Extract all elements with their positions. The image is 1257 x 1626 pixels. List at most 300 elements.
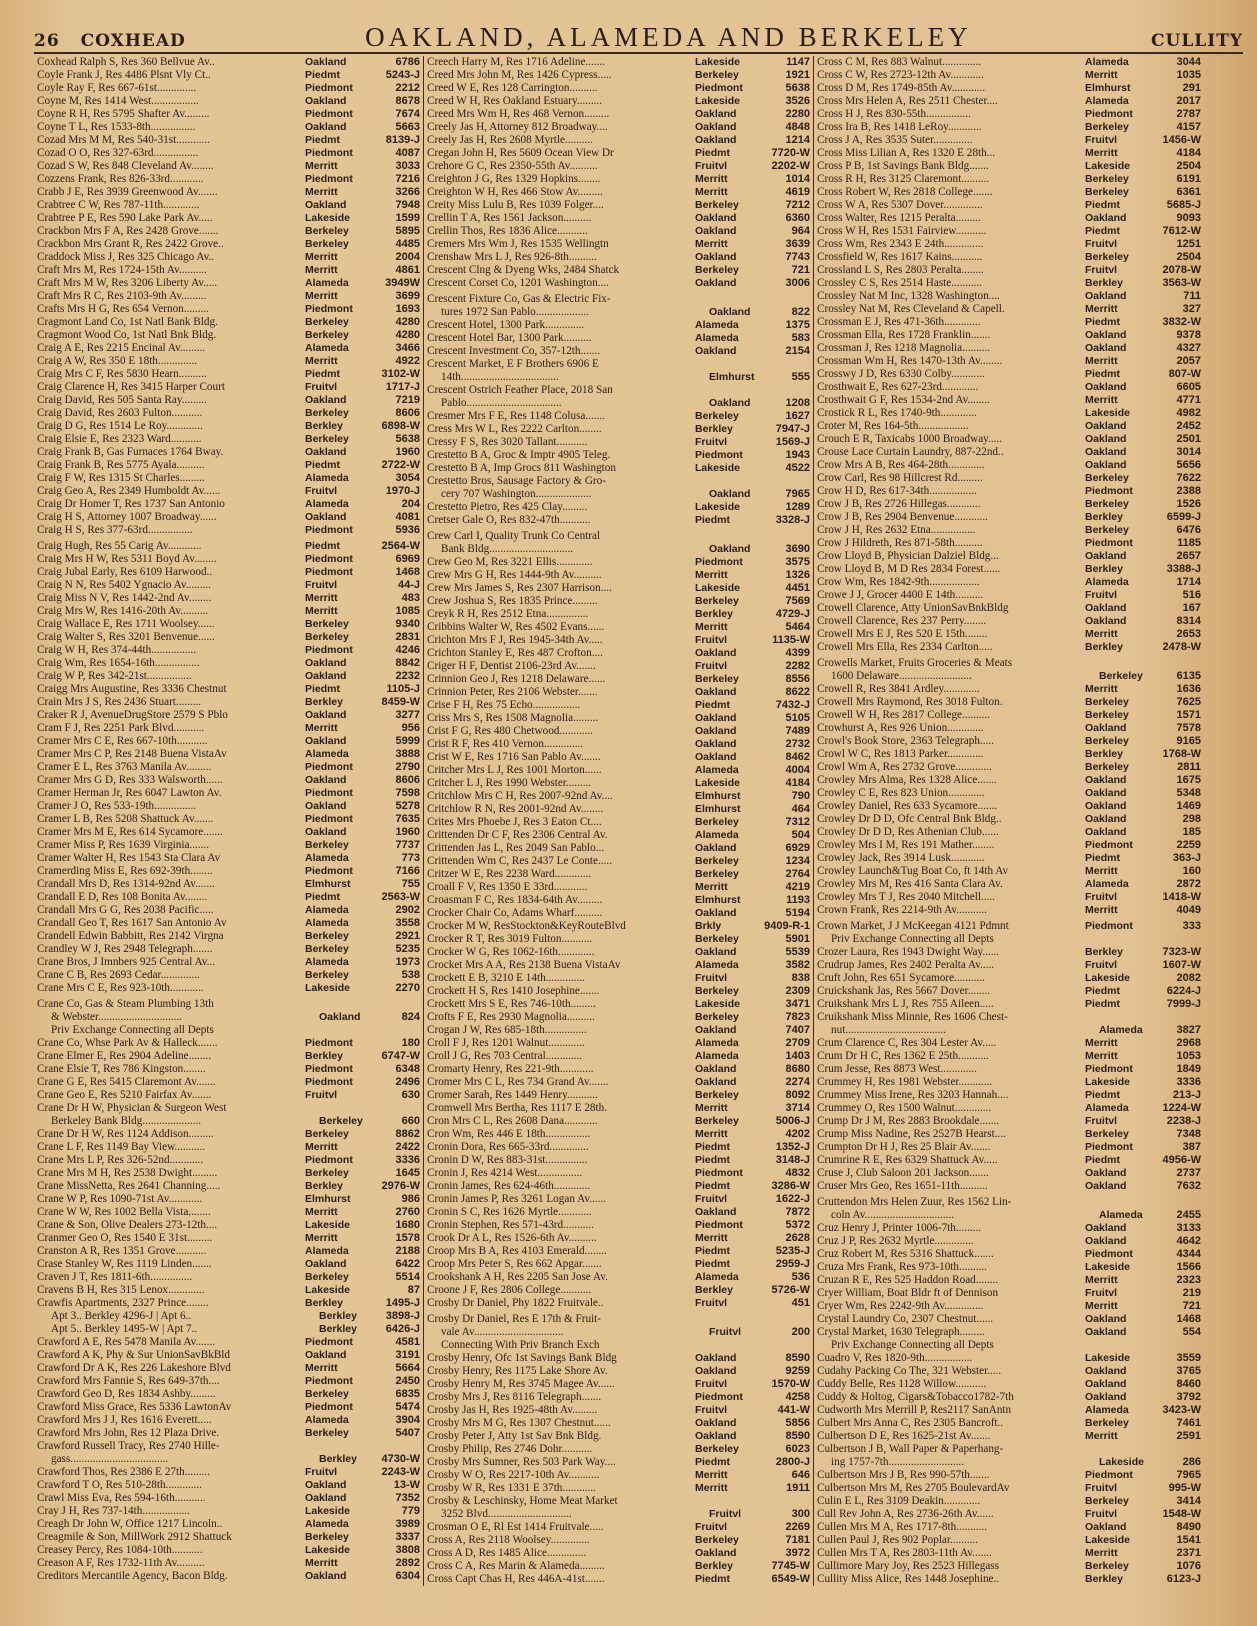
directory-entry xyxy=(817,826,1201,839)
entry-phone: 1717-J xyxy=(385,381,420,393)
entry-exchange xyxy=(1085,657,1147,670)
entry-exchange: Piedmt xyxy=(305,459,341,471)
directory-entry xyxy=(37,1505,420,1518)
entry-name: Craft Mrs M W, Res 3206 Liberty Av..... xyxy=(37,277,218,289)
entry-phone: 7823 xyxy=(785,1011,810,1023)
entry-name: Crabtree P E, Res 590 Lake Park Av..... xyxy=(37,212,213,224)
entry-phone: 1960 xyxy=(395,826,420,838)
entry-exchange: Piedmt xyxy=(305,683,341,695)
entry-name: Cruikshank Miss Minnie, Res 1606 Chest- xyxy=(817,1011,1008,1023)
entry-exchange: Elmhurst xyxy=(1085,82,1131,94)
entry-phone: 3526 xyxy=(785,95,810,107)
entry-phone: 5194 xyxy=(785,907,810,919)
entry-phone: 779 xyxy=(401,1505,420,1517)
entry-phone: 7489 xyxy=(785,725,810,737)
entry-exchange: Oakland xyxy=(695,277,737,289)
entry-exchange: Oakland xyxy=(1085,1167,1127,1179)
entry-exchange: Berkley xyxy=(319,1310,357,1322)
directory-entry xyxy=(427,803,810,816)
entry-exchange: Oakland xyxy=(1085,800,1127,812)
entry-phone: 7632 xyxy=(1176,1180,1201,1192)
entry-phone: 2057 xyxy=(1176,355,1201,367)
entry-exchange: Merritt xyxy=(305,1232,338,1244)
entry-exchange: Piedmont xyxy=(695,449,743,461)
entry-exchange: Lakeside xyxy=(695,582,740,594)
entry-exchange: Piedmont xyxy=(305,761,353,773)
entry-phone: 2564-W xyxy=(381,540,420,552)
entry-phone: 4246 xyxy=(395,644,420,656)
entry-name: Creech Harry M, Res 1716 Adeline....... xyxy=(427,56,606,68)
entry-phone: 4848 xyxy=(785,121,810,133)
directory-entry xyxy=(37,186,420,199)
directory-entry xyxy=(817,563,1201,576)
entry-phone: 555 xyxy=(791,371,810,383)
entry-exchange: Oakland xyxy=(305,56,347,68)
entry-phone xyxy=(381,1024,420,1037)
entry-exchange: Merritt xyxy=(695,173,728,185)
directory-entry xyxy=(817,1167,1201,1180)
directory-entry xyxy=(427,608,810,621)
entry-exchange: Berkeley xyxy=(695,868,739,880)
entry-phone: 2657 xyxy=(1176,550,1201,562)
entry-exchange: Piedmont xyxy=(305,1037,353,1049)
entry-name: Cronin James, Res 624-46th............. xyxy=(427,1180,591,1192)
directory-entry xyxy=(817,1547,1201,1560)
directory-entry xyxy=(427,1534,810,1547)
directory-entry xyxy=(817,199,1201,212)
directory-entry xyxy=(817,1261,1201,1274)
entry-phone: 7625 xyxy=(1176,696,1201,708)
entry-exchange: Merritt xyxy=(1085,1050,1118,1062)
entry-exchange: Berkeley xyxy=(1085,761,1129,773)
entry-exchange xyxy=(695,1495,757,1508)
directory-entry xyxy=(37,761,420,774)
entry-exchange: Berkeley xyxy=(695,1011,739,1023)
directory-entry xyxy=(817,839,1201,852)
entry-name: Crestetto B A, Imp Grocs 811 Washington xyxy=(427,462,616,474)
entry-exchange: Berkley xyxy=(1085,1573,1123,1585)
directory-entry xyxy=(37,355,420,368)
entry-phone: 1973 xyxy=(395,956,420,968)
directory-entry xyxy=(427,1219,810,1232)
entry-exchange: Berkeley xyxy=(1085,186,1129,198)
directory-entry xyxy=(37,998,420,1011)
directory-entry xyxy=(817,550,1201,563)
entry-exchange: Berkeley xyxy=(695,1443,739,1455)
directory-entry xyxy=(427,972,810,985)
directory-entry xyxy=(427,1365,810,1378)
entry-exchange: Berkeley xyxy=(319,1115,363,1127)
directory-entry xyxy=(817,212,1201,225)
entry-phone: 451 xyxy=(791,1297,810,1309)
entry-phone: 2504 xyxy=(1176,251,1201,263)
entry-exchange: Fruitvl xyxy=(709,1326,742,1338)
entry-name: Craigg Mrs Augustine, Res 3336 Chestnut xyxy=(37,683,227,695)
entry-phone: 4344 xyxy=(1176,1248,1201,1260)
entry-name: Crosby W R, Res 1331 E 37th............ xyxy=(427,1482,596,1494)
entry-name: Croter M, Res 164-5th.................. xyxy=(817,420,969,432)
directory-entry xyxy=(817,985,1201,998)
entry-phone: 538 xyxy=(401,969,420,981)
entry-exchange: Oakland xyxy=(695,907,737,919)
entry-name: Creed Mrs John M, Res 1426 Cypress..... xyxy=(427,69,612,81)
directory-entry xyxy=(37,1076,420,1089)
directory-entry xyxy=(37,735,420,748)
entry-phone: 5856 xyxy=(785,1417,810,1429)
directory-entry xyxy=(817,1339,1201,1352)
entry-name: Crosby Henry, Ofc 1st Savings Bank Bldg xyxy=(427,1352,617,1364)
entry-phone: 3191 xyxy=(395,1349,420,1361)
entry-name: Coyne T L, Res 1533-8th................ xyxy=(37,121,196,133)
entry-name: Culbertson D E, Res 1625-21st Av....... xyxy=(817,1430,991,1442)
entry-phone: 2976-W xyxy=(381,1180,420,1192)
entry-exchange: Elmhurst xyxy=(305,1193,351,1205)
entry-name: Cruzan R E, Res 525 Haddon Road........ xyxy=(817,1274,999,1286)
entry-exchange: Lakeside xyxy=(305,1219,350,1231)
entry-name: Creely Jas H, Attorney 812 Broadway.... xyxy=(427,121,608,133)
directory-entry xyxy=(817,959,1201,972)
directory-entry xyxy=(817,748,1201,761)
directory-entry xyxy=(817,1417,1201,1430)
entry-exchange: Lakeside xyxy=(1085,1534,1130,1546)
entry-name: Creighton W H, Res 466 Stow Av......... xyxy=(427,186,603,198)
entry-name: Cozad O O, Res 327-63rd................ xyxy=(37,147,199,159)
entry-exchange: Berkeley xyxy=(695,855,739,867)
directory-entry xyxy=(427,1378,810,1391)
entry-name: Crowell Mrs Raymond, Res 3018 Fulton. xyxy=(817,696,1003,708)
entry-phone: 4280 xyxy=(395,329,420,341)
entry-exchange: Alameda xyxy=(305,498,349,510)
directory-entry xyxy=(427,1063,810,1076)
directory-entry xyxy=(37,605,420,618)
entry-phone: 3949W xyxy=(385,277,420,289)
directory-entry xyxy=(427,277,810,290)
entry-name: tures 1972 San Pablo................... xyxy=(441,306,589,318)
entry-name: Crawfis Apartments, 2327 Prince........ xyxy=(37,1297,209,1309)
entry-name: Crouse Lace Curtain Laundry, 887-22nd.. xyxy=(817,446,1004,458)
entry-phone: 2452 xyxy=(1176,420,1201,432)
entry-exchange: Piedmt xyxy=(1085,998,1121,1010)
directory-entry xyxy=(37,1037,420,1050)
entry-phone: 1456-W xyxy=(1162,134,1201,146)
entry-exchange: Berkeley xyxy=(1085,709,1129,721)
entry-exchange: Oakland xyxy=(695,1063,737,1075)
entry-name: Crawford A K, Phy & Sur UnionSavBkBld xyxy=(37,1349,230,1361)
directory-entry xyxy=(817,1287,1201,1300)
entry-exchange: Berkeley xyxy=(1085,1495,1129,1507)
entry-exchange: Oakland xyxy=(305,1258,347,1270)
entry-phone: 7348 xyxy=(1176,1128,1201,1140)
entry-phone: 327 xyxy=(1182,303,1201,315)
entry-exchange: Oakland xyxy=(1085,602,1127,614)
entry-exchange: Oakland xyxy=(695,751,737,763)
entry-exchange: Piedmt xyxy=(1085,985,1121,997)
directory-entry xyxy=(37,1401,420,1414)
entry-exchange: Fruitvl xyxy=(305,1089,338,1101)
entry-name: Bank Bldg.............................. xyxy=(441,543,574,555)
directory-entry xyxy=(817,1300,1201,1313)
entry-exchange: Oakland xyxy=(1085,329,1127,341)
entry-phone: 516 xyxy=(1182,589,1201,601)
entry-name: Crum Jesse, Res 8873 West............. xyxy=(817,1063,977,1075)
entry-name: Cross Robert W, Res 2818 College....... xyxy=(817,186,993,198)
directory-entry xyxy=(817,865,1201,878)
entry-exchange: Berkley xyxy=(695,1560,733,1572)
directory-entry xyxy=(817,511,1201,524)
entry-name: Crittenden Dr C F, Res 2306 Central Av. xyxy=(427,829,608,841)
entry-name: Crawford Dr A K, Res 226 Lakeshore Blvd xyxy=(37,1362,231,1374)
directory-entry xyxy=(37,826,420,839)
entry-phone: 5726-W xyxy=(771,1284,810,1296)
directory-entry xyxy=(817,1326,1201,1339)
entry-exchange: Merritt xyxy=(1085,355,1118,367)
directory-entry xyxy=(817,1235,1201,1248)
entry-phone: 4258 xyxy=(785,1391,810,1403)
entry-phone: 3690 xyxy=(785,543,810,555)
entry-name: Crane Mrs L P, Res 326-52nd............ xyxy=(37,1154,204,1166)
entry-phone: 3575 xyxy=(785,556,810,568)
entry-exchange: Alameda xyxy=(305,904,349,916)
entry-name: Cruft John, Res 651 Sycamore........... xyxy=(817,972,985,984)
entry-exchange: Oakland xyxy=(305,199,347,211)
entry-phone: 44-J xyxy=(397,579,420,591)
entry-phone: 2790 xyxy=(395,761,420,773)
directory-entry xyxy=(37,1453,420,1466)
entry-phone xyxy=(1147,1196,1201,1209)
entry-name: Crosby Dr Daniel, Res E 17th & Fruit- xyxy=(427,1313,602,1325)
entry-phone: 4280 xyxy=(395,316,420,328)
entry-phone: 2760 xyxy=(395,1206,420,1218)
entry-name: Crescent Hotel Bar, 1300 Park.......... xyxy=(427,332,592,344)
entry-phone: 213-J xyxy=(1172,1089,1201,1101)
entry-phone: 7312 xyxy=(785,816,810,828)
directory-entry xyxy=(427,95,810,108)
entry-exchange: Piedmt xyxy=(1085,368,1121,380)
entry-exchange xyxy=(305,1102,367,1115)
entry-name: Cruz Henry J, Printer 1006-7th......... xyxy=(817,1222,982,1234)
entry-phone: 2787 xyxy=(1176,108,1201,120)
directory-entry xyxy=(37,1544,420,1557)
entry-exchange: Merritt xyxy=(305,1141,338,1153)
entry-name: Coyne M, Res 1414 West................. xyxy=(37,95,199,107)
entry-phone: 8606 xyxy=(395,407,420,419)
entry-exchange: Lakeside xyxy=(1085,407,1130,419)
entry-phone: 5901 xyxy=(785,933,810,945)
directory-entry xyxy=(817,761,1201,774)
entry-name: Craig David, Res 2603 Fulton........... xyxy=(37,407,203,419)
entry-name: Cribbins Walter W, Res 4502 Evans...... xyxy=(427,621,605,633)
entry-name: Crane Dr H W, Res 1124 Addison......... xyxy=(37,1128,214,1140)
entry-name: Crane Mrs M H, Res 2538 Dwight......... xyxy=(37,1167,218,1179)
entry-exchange: Oakland xyxy=(695,108,737,120)
entry-exchange: Berkeley xyxy=(305,1128,349,1140)
directory-entry xyxy=(37,1570,420,1583)
entry-name: Crummey Miss Irene, Res 3203 Hannah.... xyxy=(817,1089,1009,1101)
entry-exchange: Oakland xyxy=(695,725,737,737)
directory-entry xyxy=(427,868,810,881)
entry-name: Craig W P, Res 342-21st................ xyxy=(37,670,192,682)
entry-exchange xyxy=(695,358,757,371)
entry-phone: 1541 xyxy=(1176,1534,1201,1546)
directory-entry xyxy=(37,1492,420,1505)
directory-entry xyxy=(427,582,810,595)
directory-entry xyxy=(817,56,1201,69)
entry-name: Craig F W, Res 1315 St Charles......... xyxy=(37,472,205,484)
entry-phone: 2371 xyxy=(1176,1547,1201,1559)
entry-phone: 7578 xyxy=(1176,722,1201,734)
entry-exchange: Merritt xyxy=(695,1469,728,1481)
entry-phone: 8490 xyxy=(1176,1521,1201,1533)
entry-exchange: Piedmont xyxy=(1085,485,1133,497)
directory-entry xyxy=(427,842,810,855)
entry-phone: 7352 xyxy=(395,1492,420,1504)
directory-column-3 xyxy=(814,56,1204,1586)
entry-phone: 1375 xyxy=(785,319,810,331)
entry-phone: 2831 xyxy=(395,631,420,643)
directory-entry xyxy=(427,673,810,686)
entry-exchange: Berkeley xyxy=(305,1167,349,1179)
entry-name: Craker R J, AvenueDrugStore 2579 S Pblo xyxy=(37,709,228,721)
entry-name: Crescent Corset Co, 1201 Washington.... xyxy=(427,277,609,289)
entry-exchange: Piedmont xyxy=(305,1375,353,1387)
entry-name: Crabb J E, Res 3939 Greenwood Av....... xyxy=(37,186,218,198)
entry-name: Crummey H, Res 1981 Webster............ xyxy=(817,1076,993,1088)
entry-phone: 6599-J xyxy=(1166,511,1201,523)
entry-phone: 1234 xyxy=(785,855,810,867)
directory-entry xyxy=(817,472,1201,485)
entry-name: Crescent Hotel, 1300 Park.............. xyxy=(427,319,585,331)
entry-phone xyxy=(1147,1443,1201,1456)
directory-entry xyxy=(817,920,1201,933)
directory-entry xyxy=(427,436,810,449)
entry-exchange: Alameda xyxy=(695,1271,739,1283)
entry-exchange: Oakland xyxy=(1085,420,1127,432)
entry-name: Craig H S, Res 377-63rd................ xyxy=(37,524,193,536)
directory-entry xyxy=(37,472,420,485)
directory-entry xyxy=(427,686,810,699)
entry-exchange: Piedmt xyxy=(1085,1154,1121,1166)
entry-exchange: Fruitvl xyxy=(1085,238,1118,250)
entry-exchange: Lakeside xyxy=(305,212,350,224)
directory-entry xyxy=(427,829,810,842)
entry-name: & Webster.............................. xyxy=(51,1011,182,1023)
entry-name: Crosby Mrs J, Res 8116 Telegraph....... xyxy=(427,1391,602,1403)
directory-columns xyxy=(34,56,1243,1586)
directory-entry xyxy=(817,1443,1201,1456)
directory-entry xyxy=(817,787,1201,800)
entry-exchange: Piedmont xyxy=(305,553,353,565)
entry-phone: 7612-W xyxy=(1162,225,1201,237)
entry-exchange: Merritt xyxy=(1085,865,1118,877)
entry-exchange: Berkeley xyxy=(305,316,349,328)
entry-exchange: Merritt xyxy=(305,251,338,263)
entry-phone: 1970-J xyxy=(385,485,420,497)
entry-name: Crosby & Leschinsky, Home Meat Market xyxy=(427,1495,618,1507)
entry-name: Crosby Henry, Res 1175 Lake Shore Av. xyxy=(427,1365,608,1377)
entry-exchange: Oakland xyxy=(695,225,737,237)
entry-phone: 300 xyxy=(791,1508,810,1520)
directory-entry xyxy=(427,1573,810,1586)
entry-phone: 1352-J xyxy=(775,1141,810,1153)
entry-phone: 1645 xyxy=(395,1167,420,1179)
header-left xyxy=(34,31,186,51)
entry-name: Culbertson J B, Wall Paper & Paperhang- xyxy=(817,1443,1004,1455)
entry-phone: 2455 xyxy=(1176,1209,1201,1221)
entry-phone: 2274 xyxy=(785,1076,810,1088)
entry-exchange: Oakland xyxy=(305,826,347,838)
entry-exchange: Berkley xyxy=(1085,563,1123,575)
entry-exchange: Berkley xyxy=(319,1323,357,1335)
entry-name: Cramer Miss P, Res 1639 Virginia....... xyxy=(37,839,210,851)
entry-exchange: Oakland xyxy=(695,134,737,146)
entry-phone: 160 xyxy=(1182,865,1201,877)
entry-phone: 790 xyxy=(791,790,810,802)
directory-entry xyxy=(817,1456,1201,1469)
entry-name: Cross H J, Res 830-55th................ xyxy=(817,108,971,120)
entry-name: Cozad Mrs M M, Res 540-31st............ xyxy=(37,134,210,146)
entry-phone: 6123-J xyxy=(1166,1573,1201,1585)
entry-phone: 9259 xyxy=(785,1365,810,1377)
entry-phone: 2154 xyxy=(785,345,810,357)
entry-exchange: Merritt xyxy=(1085,1274,1118,1286)
directory-entry xyxy=(427,530,810,543)
entry-name: Creity Miss Lulu B, Res 1039 Folger.... xyxy=(427,199,604,211)
entry-phone: 8139-J xyxy=(385,134,420,146)
entry-exchange: Merritt xyxy=(305,290,338,302)
entry-phone: 6605 xyxy=(1176,381,1201,393)
entry-phone: 2959-J xyxy=(775,1258,810,1270)
entry-phone: 185 xyxy=(1182,826,1201,838)
directory-entry xyxy=(817,1521,1201,1534)
entry-exchange: Oakland xyxy=(695,1547,737,1559)
directory-entry xyxy=(427,251,810,264)
directory-entry xyxy=(427,569,810,582)
entry-exchange: Lakeside xyxy=(695,501,740,513)
entry-name: Crookshank A H, Res 2205 San Jose Av. xyxy=(427,1271,608,1283)
entry-exchange: Piedmont xyxy=(1085,1141,1133,1153)
entry-phone: 8460 xyxy=(1176,1378,1201,1390)
entry-exchange: Alameda xyxy=(1085,1404,1129,1416)
entry-exchange xyxy=(695,530,757,543)
entry-name: Crestetto Bros, Sausage Factory & Gro- xyxy=(427,475,606,487)
entry-name: Crumpton Dr H J, Res 25 Blair Av....... xyxy=(817,1141,991,1153)
directory-entry xyxy=(817,1274,1201,1287)
directory-entry xyxy=(37,225,420,238)
entry-name: Craig N N, Res 5402 Ygnacio Av......... xyxy=(37,579,211,591)
entry-name: Craft Mrs M, Res 1724-15th Av.......... xyxy=(37,264,207,276)
entry-name: Crow J Hildreth, Res 871-58th.......... xyxy=(817,537,983,549)
entry-phone: 363-J xyxy=(1172,852,1201,864)
entry-exchange: Fruitvl xyxy=(305,579,338,591)
entry-phone: 2653 xyxy=(1176,628,1201,640)
entry-exchange: Alameda xyxy=(305,748,349,760)
entry-name: Crescent Investment Co, 357-12th....... xyxy=(427,345,601,357)
entry-name: Crowells Market, Fruits Groceries & Meats xyxy=(817,657,1013,669)
entry-exchange: Alameda xyxy=(305,1245,349,1257)
entry-phone xyxy=(1161,1339,1201,1352)
entry-phone: 8606 xyxy=(395,774,420,786)
entry-phone xyxy=(367,1102,420,1115)
entry-exchange: Piedmt xyxy=(695,1258,731,1270)
directory-entry xyxy=(817,537,1201,550)
entry-phone: 2902 xyxy=(395,904,420,916)
directory-entry xyxy=(37,251,420,264)
entry-exchange: Fruitvl xyxy=(695,1297,728,1309)
directory-entry xyxy=(427,1089,810,1102)
entry-exchange: Oakland xyxy=(1085,212,1127,224)
entry-name: Cray J H, Res 737-14th................. xyxy=(37,1505,190,1517)
entry-exchange: Berkley xyxy=(305,420,343,432)
